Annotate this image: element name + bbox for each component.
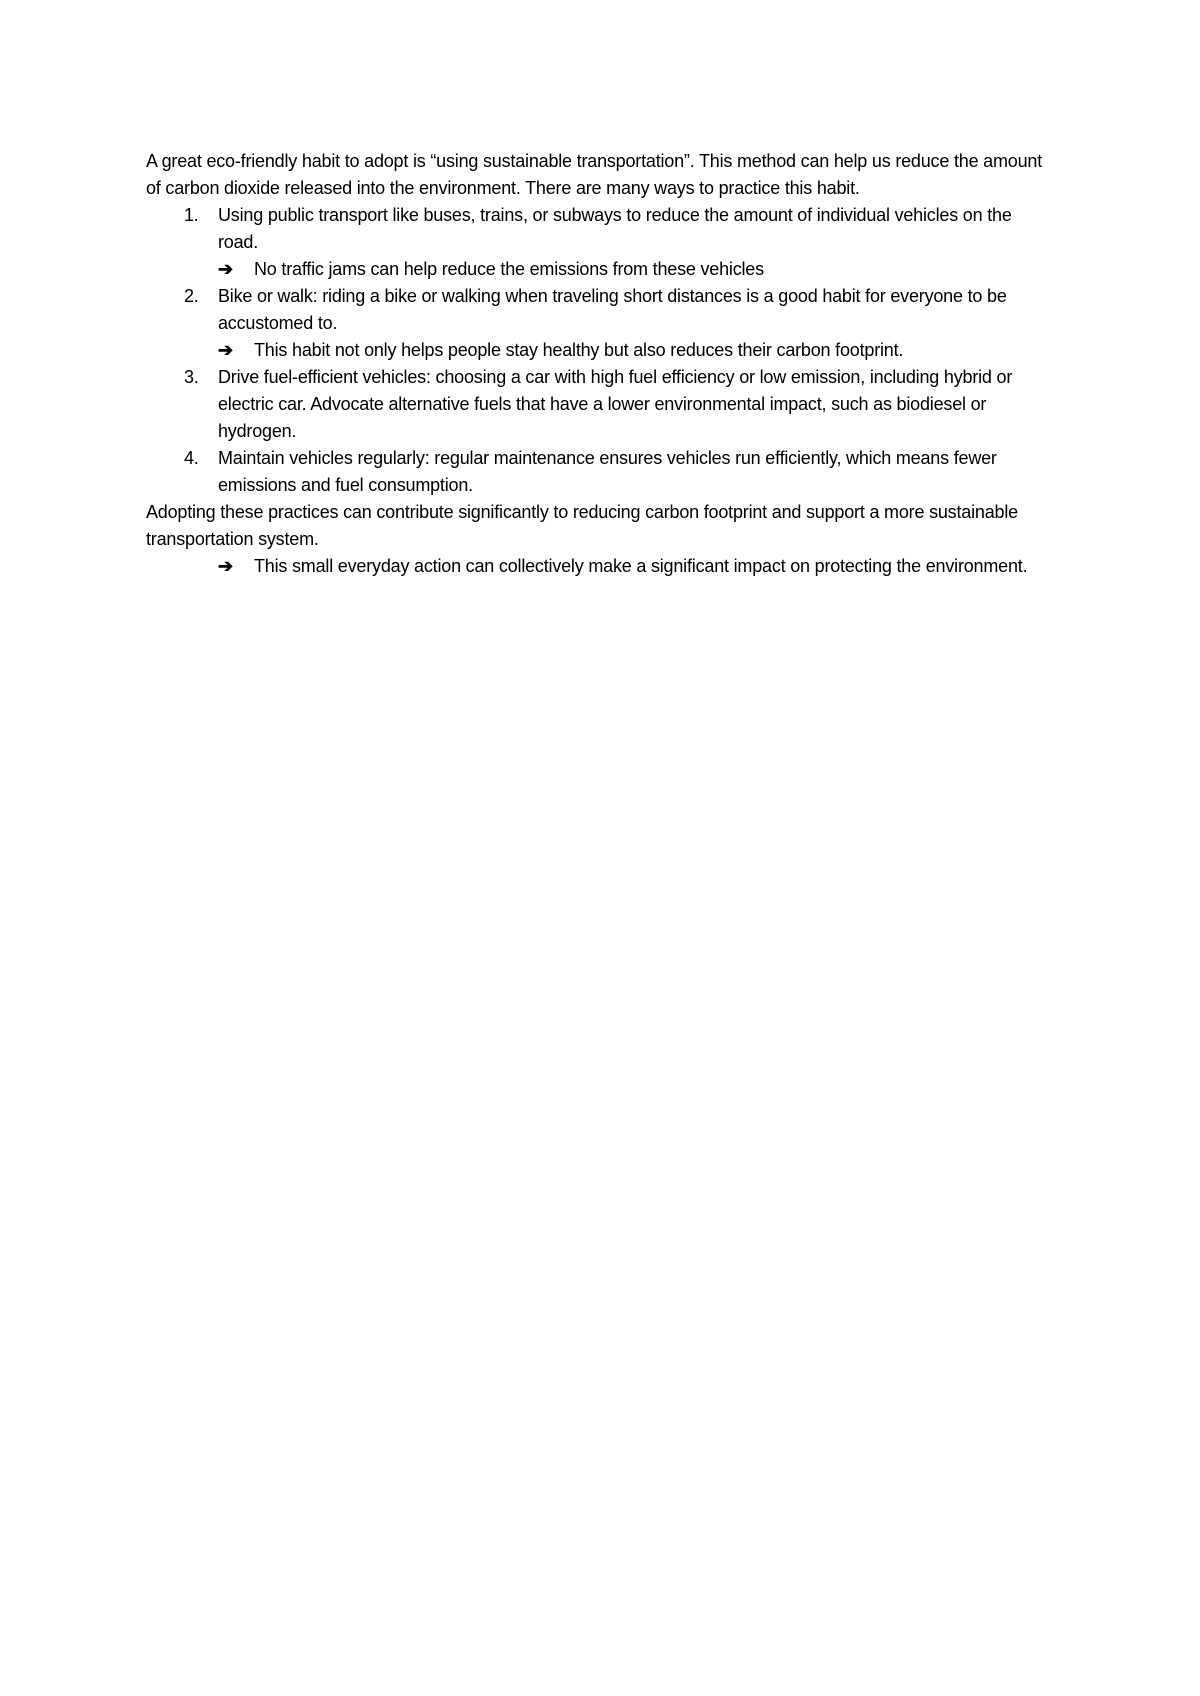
conclusion-paragraph: Adopting these practices can contribute significantly to reducing carbon footprint and support a more sustainable transportation system. (146, 502, 1018, 549)
list-item-text: Maintain vehicles regularly: regular maintenance ensures vehicles run efficiently, which means fewer emissions and fuel consumption. (218, 448, 997, 495)
list-item-text: Drive fuel-efficient vehicles: choosing a car with high fuel efficiency or low emission, including hybrid or electric car. Advocate alternative fuels that have a lower environmental impact, such as biodiesel or hydrogen. (218, 367, 1013, 441)
list-number: 2. (184, 286, 199, 306)
list-item (146, 283, 1046, 337)
list-item (146, 202, 1046, 256)
closing-arrow-note (146, 553, 1046, 580)
arrow-right-icon: ➔ (218, 259, 233, 279)
list-item (146, 364, 1046, 445)
intro-paragraph: A great eco-friendly habit to adopt is “using sustainable transportation”. This method can help us reduce the amount of carbon dioxide released into the environment. There are many ways to practice this habit. (146, 151, 1043, 198)
arrow-right-icon: ➔ (218, 556, 233, 576)
list-item-text: Bike or walk: riding a bike or walking when traveling short distances is a good habit for everyone to be accustomed to. (218, 286, 1007, 333)
arrow-note (146, 256, 1046, 283)
arrow-note-text: No traffic jams can help reduce the emissions from these vehicles (254, 259, 764, 279)
list-number: 1. (184, 205, 199, 225)
closing-note-text: This small everyday action can collectively make a significant impact on protecting the environment. (254, 556, 1028, 576)
arrow-note (146, 337, 1046, 364)
document-body (146, 148, 1046, 580)
list-number: 3. (184, 367, 199, 387)
arrow-note-text: This habit not only helps people stay healthy but also reduces their carbon footprint. (254, 340, 904, 360)
list-item (146, 445, 1046, 499)
list-number: 4. (184, 448, 199, 468)
arrow-right-icon: ➔ (218, 340, 233, 360)
practice-list (146, 202, 1046, 499)
list-item-text: Using public transport like buses, trains, or subways to reduce the amount of individual vehicles on the road. (218, 205, 1012, 252)
